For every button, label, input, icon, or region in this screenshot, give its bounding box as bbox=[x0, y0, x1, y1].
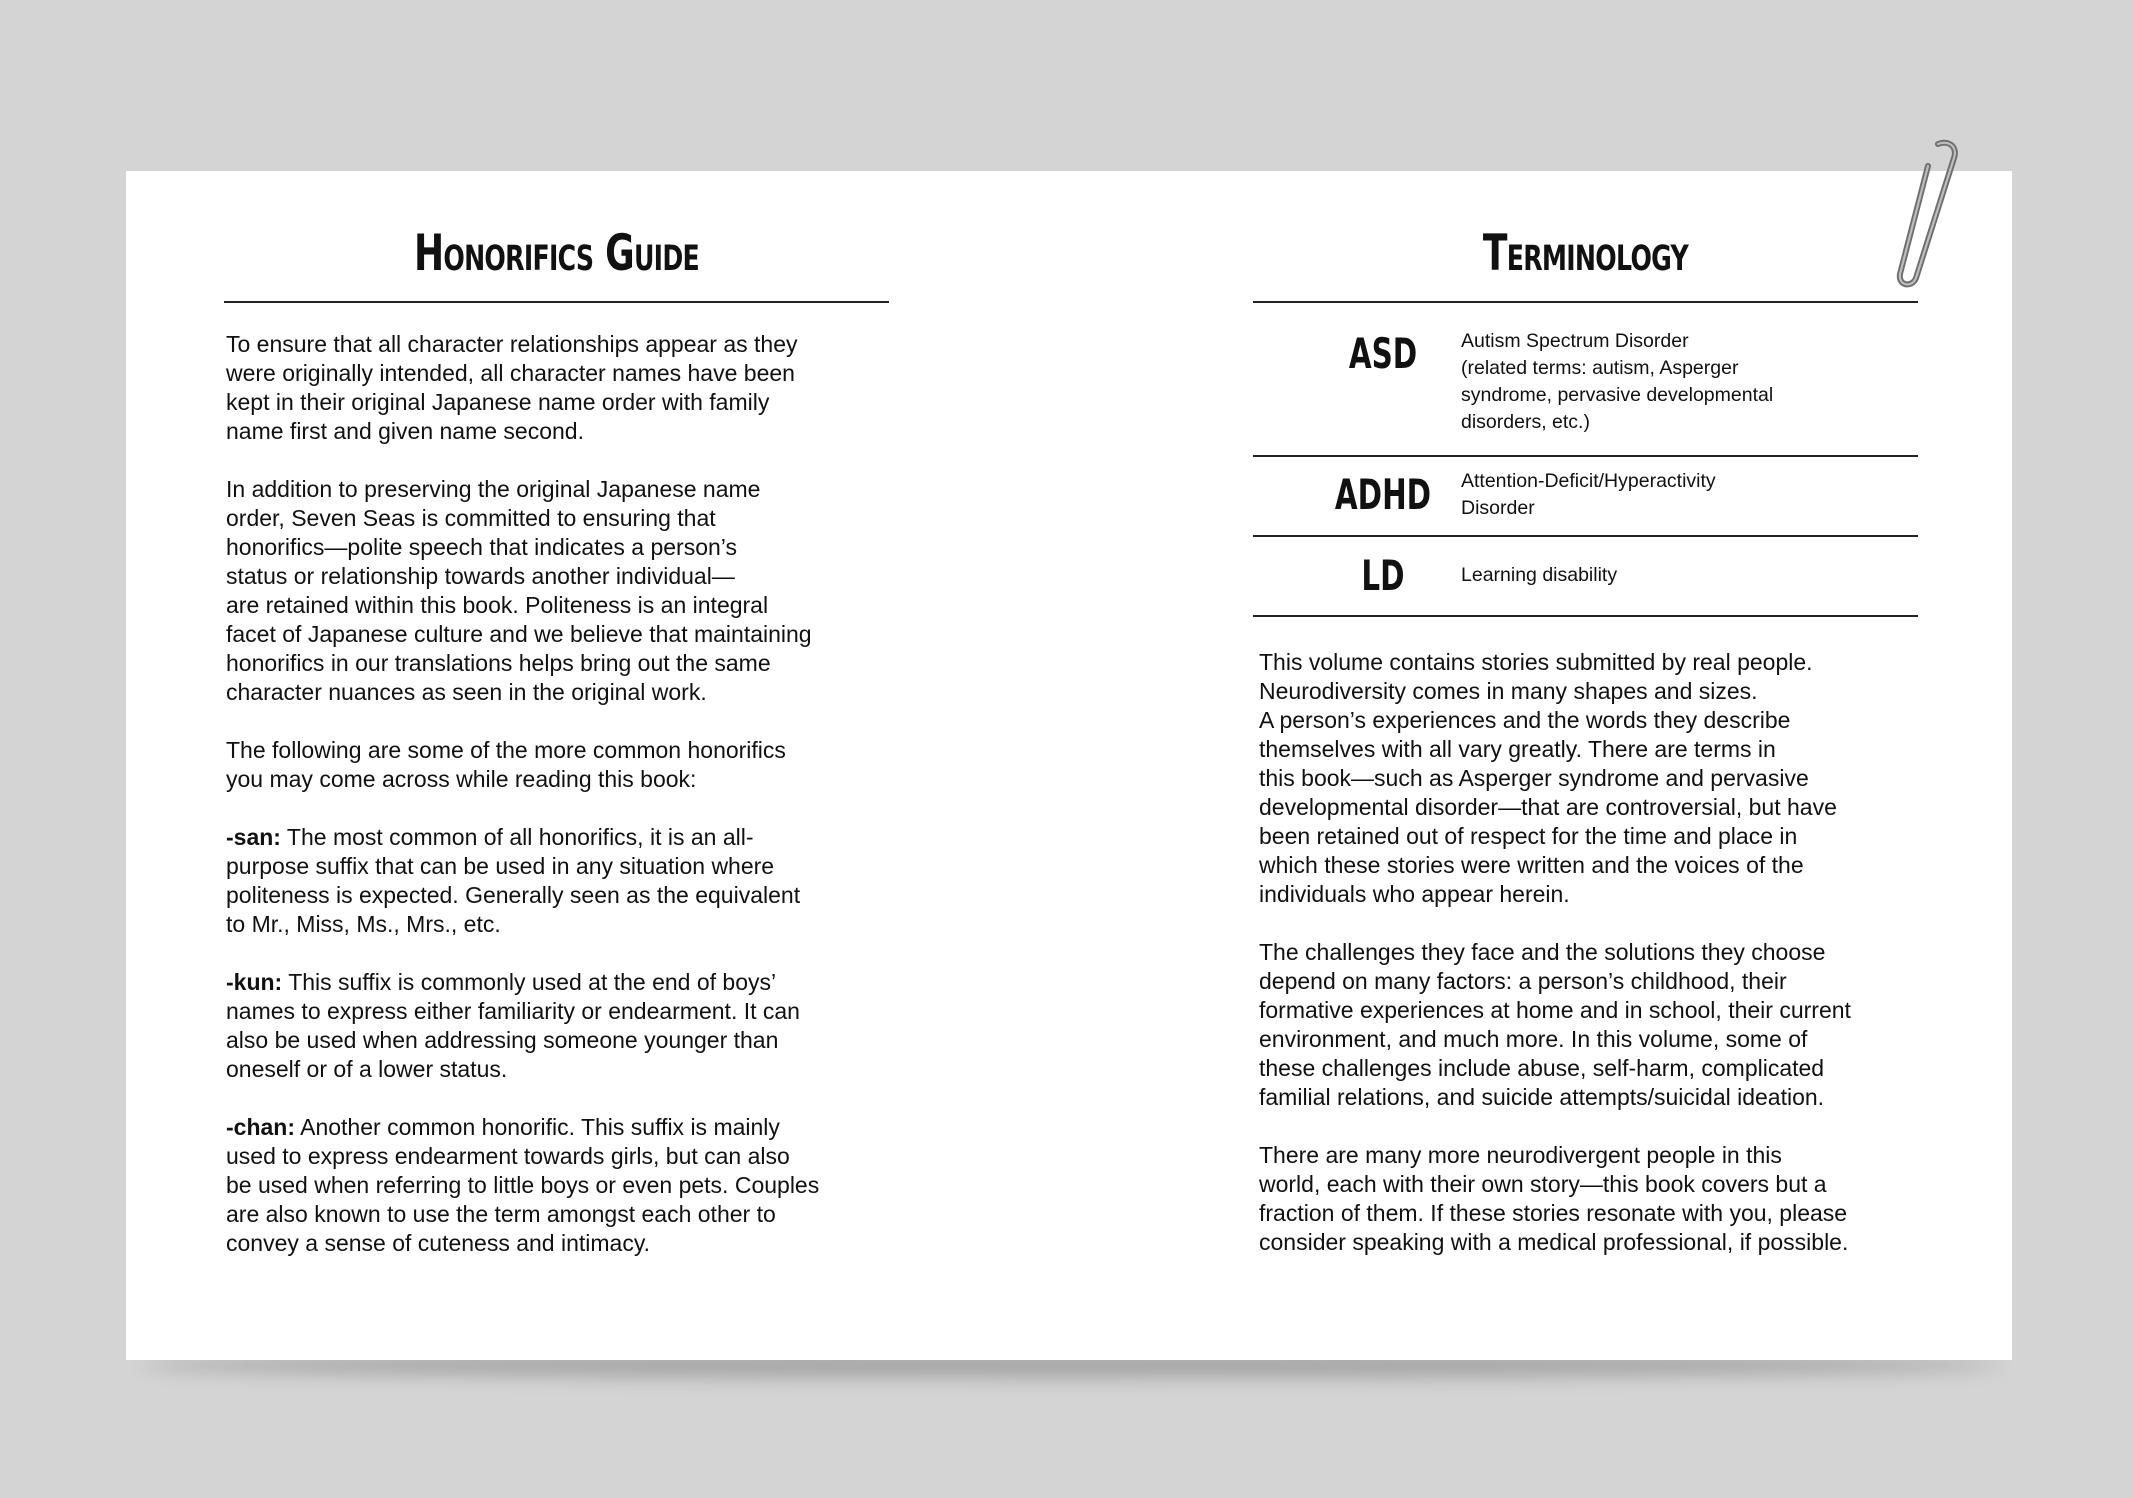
term-divider bbox=[1253, 615, 1918, 617]
term-abbreviation: LD bbox=[1361, 551, 1405, 600]
term-row-ld bbox=[1253, 535, 1918, 615]
term-row-asd bbox=[1253, 301, 1918, 447]
honorifics-paragraph-1: To ensure that all character relationships appear as they were originally intended, all character names have been kept in their original Japanese name order with family name first and given name second. bbox=[226, 331, 798, 444]
honorific-term: -san: bbox=[226, 824, 281, 850]
honorific-description: The most common of all honorifics, it is an all- purpose suffix that can be used in any situation where politeness is expected. Generally seen as the equivalent to Mr., Miss, Ms., Mrs., etc. bbox=[226, 824, 801, 937]
paperclip-icon bbox=[1878, 138, 1968, 288]
terminology-paragraph-2: The challenges they face and the solutions they choose depend on many factors: a person’s childhood, their formative experiences at home and in school, their current environment, and much more. In this volume, some of these challenges include abuse, self-harm, complicated familial relations, and suicide attempts/suicidal ideation. bbox=[1259, 939, 1851, 1110]
honorific-entry-san bbox=[226, 823, 906, 939]
honorifics-guide-title: Honorifics Guide bbox=[413, 224, 700, 282]
term-row-adhd bbox=[1253, 455, 1918, 535]
honorifics-title-rule bbox=[224, 301, 889, 303]
terminology-body bbox=[1259, 648, 1939, 1257]
term-definition: Autism Spectrum Disorder (related terms: autism, Asperger syndrome, pervasive developmental disorders, etc.) bbox=[1461, 330, 1774, 433]
honorific-term: -chan: bbox=[226, 1114, 295, 1140]
terminology-table bbox=[1253, 301, 1918, 631]
terminology-title: Terminology bbox=[1482, 224, 1689, 282]
term-definition: Attention-Deficit/Hyperactivity Disorder bbox=[1461, 470, 1716, 519]
honorifics-paragraph-2: In addition to preserving the original Japanese name order, Seven Seas is committed to ensuring that honorifics—polite speech that indicates a person’s status or relationship towards another individual— are retained within this book. Politeness is an integral facet of Japanese culture and we believe that maintaining honorifics in our translations helps bring out the same character nuances as seen in the original work. bbox=[226, 476, 812, 705]
honorific-entry-kun bbox=[226, 968, 906, 1084]
term-abbreviation: ADHD bbox=[1334, 470, 1432, 519]
honorifics-paragraph-3: The following are some of the more common honorifics you may come across while reading this book: bbox=[226, 737, 786, 792]
terminology-paragraph-3: There are many more neurodivergent people in this world, each with their own story—this book covers but a fraction of them. If these stories resonate with you, please consider speaking with a medical professional, if possible. bbox=[1259, 1142, 1849, 1255]
honorific-term: -kun: bbox=[226, 969, 283, 995]
terminology-paragraph-1: This volume contains stories submitted by real people. Neurodiversity comes in many shapes and sizes. A person’s experiences and the words they describe themselves with all vary greatly. There are terms in this book—such as Asperger syndrome and pervasive developmental disorder—that are controversial, but have been retained out of respect for the time and place in which these stories were written and the voices of the individuals who appear herein. bbox=[1259, 649, 1837, 907]
honorific-description: This suffix is commonly used at the end of boys’ names to express either familiarity or endearment. It can also be used when addressing someone younger than oneself or of a lower status. bbox=[226, 969, 800, 1082]
term-abbreviation: ASD bbox=[1348, 329, 1418, 378]
honorifics-body bbox=[226, 330, 906, 1258]
honorific-entry-chan bbox=[226, 1113, 906, 1258]
term-definition: Learning disability bbox=[1461, 564, 1618, 586]
book-spread bbox=[126, 171, 2012, 1360]
honorific-description: Another common honorific. This suffix is mainly used to express endearment towards girls, but can also be used when referring to little boys or even pets. Couples are also known to use the term amongst each other to convey a sense of cuteness and intimacy. bbox=[226, 1114, 820, 1256]
